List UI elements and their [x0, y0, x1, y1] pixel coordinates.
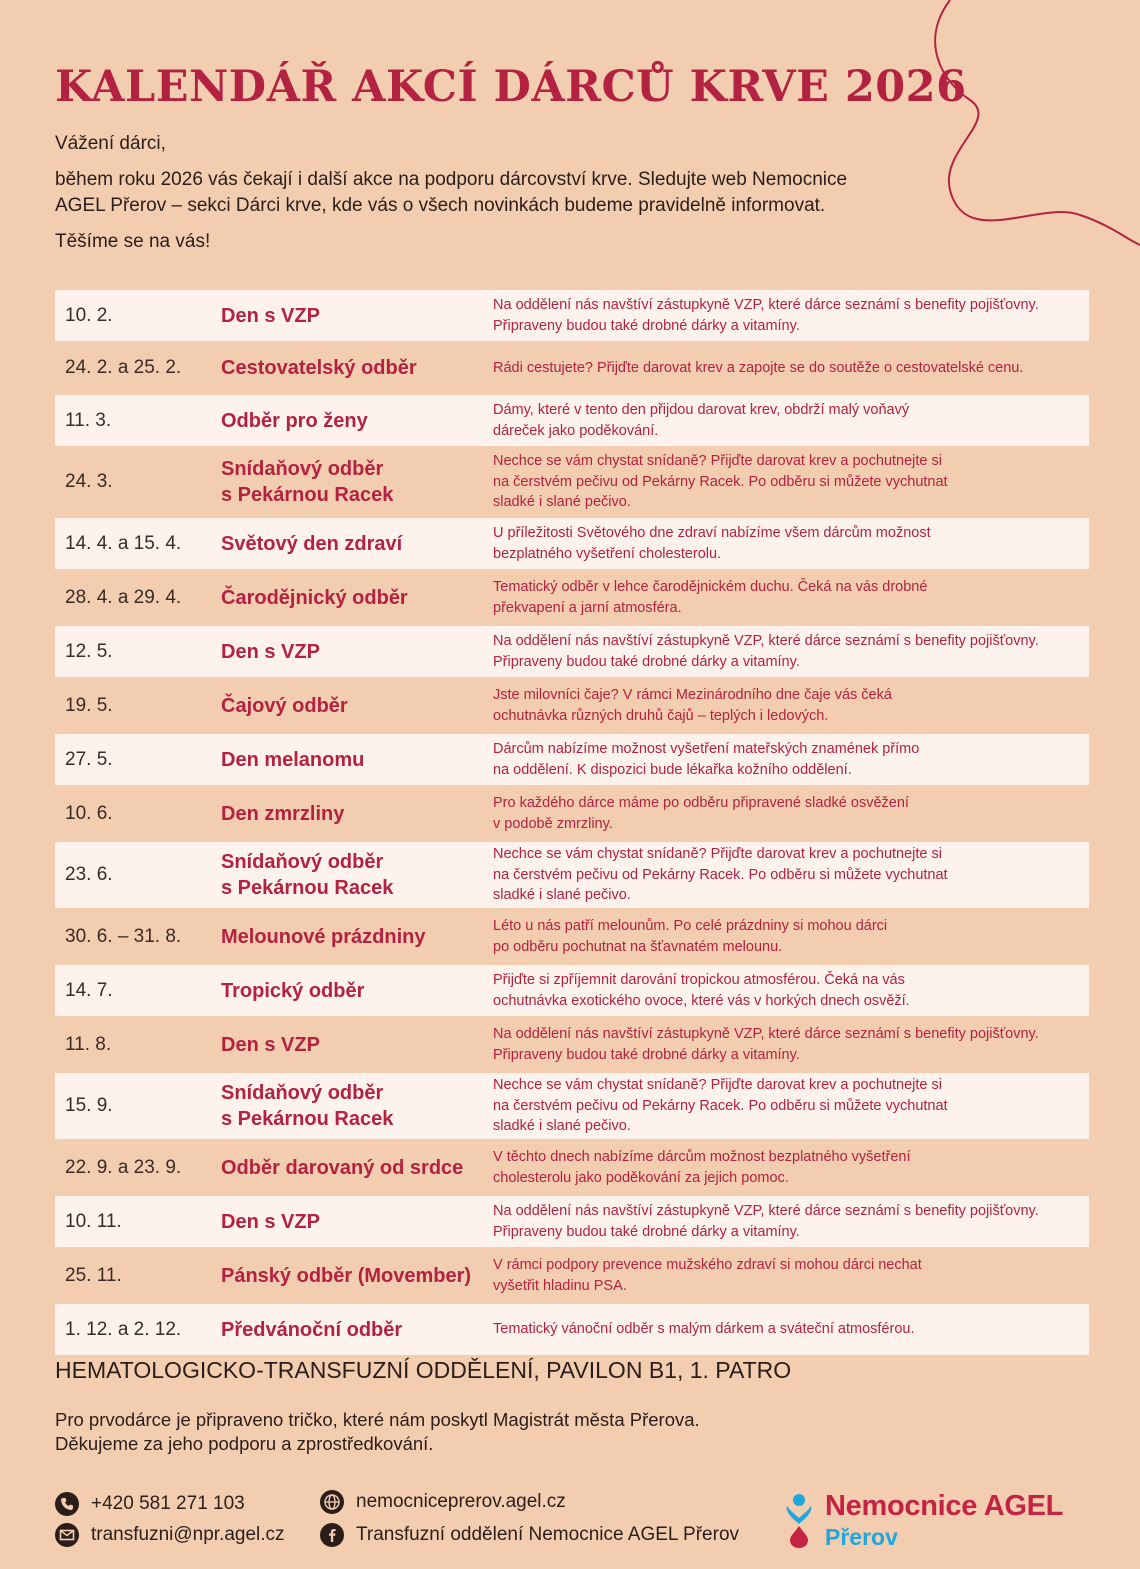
event-date: 22. 9. a 23. 9. [65, 1156, 182, 1178]
event-date: 27. 5. [65, 748, 113, 770]
event-description: Na oddělení nás navštíví zástupkyně VZP, které dárce seznámí s benefity pojišťovny. Připraveny budou také drobné dárky a vitamíny. [493, 297, 1039, 334]
phone-number[interactable]: +420 581 271 103 [91, 1493, 245, 1514]
intro-text [55, 131, 935, 265]
event-description: Nechce se vám chystat snídaně? Přijďte darovat krev a pochutnejte si na čerstvém pečivu od Pekárny Racek. Po odběru si můžete vychutnat sladké i slané pečivo. [493, 846, 948, 904]
note-line-1: Pro prvodárce je připraveno tričko, které nám poskytl Magistrát města Přerova. [55, 1409, 700, 1430]
event-date: 24. 2. a 25. 2. [65, 357, 182, 378]
phone-contact [55, 1492, 245, 1516]
event-description: Léto u nás patří melounům. Po celé prázdniny si mohou dárci po odběru pochutnat na šťavnatém melounu. [493, 918, 888, 955]
event-row [55, 1019, 1089, 1070]
event-description: Přijďte si zpříjemnit darování tropickou atmosférou. Čeká na vás ochutnávka exotického ovoce, které vás v horkých dnech osvěží. [493, 972, 910, 1009]
event-date: 10. 2. [65, 304, 113, 326]
event-date: 12. 5. [65, 640, 113, 662]
event-row [55, 680, 1089, 731]
event-date: 1. 12. a 2. 12. [65, 1318, 182, 1340]
website-contact [320, 1490, 566, 1514]
event-row [55, 344, 1089, 392]
email-contact [55, 1523, 285, 1547]
facebook-contact [320, 1523, 739, 1547]
globe-icon [320, 1490, 344, 1514]
event-date: 11. 3. [65, 409, 112, 431]
event-row [55, 1142, 1089, 1193]
event-name: Předvánoční odběr [221, 1318, 403, 1341]
event-name: Pánský odběr (Movember) [221, 1264, 472, 1287]
event-date: 15. 9. [65, 1095, 113, 1116]
event-description: Rádi cestujete? Přijďte darovat krev a zapojte se do soutěže o cestovatelské cenu. [493, 359, 1024, 376]
event-description: Nechce se vám chystat snídaně? Přijďte darovat krev a pochutnejte si na čerstvém pečivu od Pekárny Racek. Po odběru si můžete vychutnat sladké i slané pečivo. [493, 1077, 948, 1135]
event-name: Melounové prázdniny [221, 925, 426, 948]
logo-city: Přerov [825, 1524, 898, 1550]
event-name: Cestovatelský odběr [221, 357, 417, 379]
event-description: Tematický vánoční odběr s malým dárkem a sváteční atmosférou. [493, 1321, 915, 1338]
event-row [55, 290, 1089, 341]
event-row [55, 1073, 1089, 1139]
event-name: Světový den zdraví [221, 532, 403, 555]
facebook-icon [320, 1523, 344, 1547]
event-description: Nechce se vám chystat snídaně? Přijďte darovat krev a pochutnejte si na čerstvém pečivu od Pekárny Racek. Po odběru si můžete vychutnat sladké i slané pečivo. [493, 453, 948, 511]
phone-icon [55, 1492, 79, 1516]
event-date: 30. 6. – 31. 8. [65, 925, 182, 947]
event-date: 14. 4. a 15. 4. [65, 532, 182, 554]
event-row [55, 734, 1089, 785]
event-name: Čarodějnický odběr [221, 586, 408, 609]
event-date: 14. 7. [65, 979, 113, 1001]
blood-drop-logo-icon [783, 1492, 815, 1548]
event-name: Snídaňový odběr s Pekárnou Racek [221, 851, 394, 899]
event-name: Den s VZP [221, 640, 320, 663]
note-line-2: Děkujeme za jeho podporu a zprostředkování. [55, 1433, 434, 1454]
event-date: 25. 11. [65, 1264, 122, 1286]
event-description: Jste milovníci čaje? V rámci Mezinárodního dne čaje vás čeká ochutnávka různých druhů čajů – teplých i ledových. [493, 687, 892, 724]
event-row [55, 965, 1089, 1016]
email-icon [55, 1523, 79, 1547]
events-table [55, 290, 1089, 1358]
event-date: 10. 6. [65, 802, 113, 824]
event-description: Dárcům nabízíme možnost vyšetření mateřských znamének přímo na oddělení. K dispozici bude lékařka kožního oddělení. [493, 741, 920, 778]
event-row [55, 449, 1089, 515]
greeting: Vážení dárci, [55, 133, 166, 154]
event-description: Na oddělení nás navštíví zástupkyně VZP, které dárce seznámí s benefity pojišťovny. Připraveny budou také drobné dárky a vitamíny. [493, 1026, 1039, 1063]
event-date: 24. 3. [65, 471, 113, 492]
logo-name: Nemocnice AGEL [825, 1490, 1064, 1522]
event-description: Na oddělení nás navštíví zástupkyně VZP, které dárce seznámí s benefity pojišťovny. Připraveny budou také drobné dárky a vitamíny. [493, 1203, 1039, 1240]
event-row [55, 626, 1089, 677]
closing: Těšíme se na vás! [55, 231, 211, 252]
event-name: Den s VZP [221, 304, 320, 327]
event-row [55, 1304, 1089, 1355]
event-row [55, 572, 1089, 623]
event-description: Pro každého dárce máme po odběru připravené sladké osvěžení v podobě zmrzliny. [493, 795, 909, 832]
event-date: 28. 4. a 29. 4. [65, 586, 182, 608]
event-name: Snídaňový odběr s Pekárnou Racek [221, 1082, 394, 1130]
decorative-wave [930, 0, 1140, 260]
event-date: 23. 6. [65, 864, 113, 885]
facebook-link[interactable]: Transfuzní oddělení Nemocnice AGEL Přerov [356, 1524, 740, 1545]
event-name: Snídaňový odběr s Pekárnou Racek [221, 458, 394, 506]
event-description: Tematický odběr v lehce čarodějnickém duchu. Čeká na vás drobné překvapení a jarní atmosféra. [493, 579, 928, 616]
event-date: 19. 5. [65, 694, 113, 716]
event-name: Čajový odběr [221, 694, 348, 717]
department-heading: HEMATOLOGICKO-TRANSFUZNÍ ODDĚLENÍ, PAVILON B1, 1. PATRO [55, 1357, 792, 1383]
event-row [55, 1250, 1089, 1301]
event-date: 10. 11. [65, 1210, 122, 1232]
event-row [55, 395, 1089, 446]
intro-body [55, 167, 935, 219]
event-name: Den zmrzliny [221, 802, 345, 825]
intro-line-1: během roku 2026 vás čekají i další akce na podporu dárcovství krve. Sledujte web Nemocnice [55, 169, 848, 190]
page-title: KALENDÁŘ AKCÍ DÁRCŮ KRVE 2026 [55, 62, 967, 112]
event-date: 11. 8. [65, 1033, 112, 1055]
event-row [55, 911, 1089, 962]
event-description: U příležitosti Světového dne zdraví nabízíme všem dárcům možnost bezplatného vyšetření cholesterolu. [493, 525, 931, 562]
event-name: Odběr pro ženy [221, 409, 368, 432]
email-address[interactable]: transfuzni@npr.agel.cz [91, 1524, 285, 1545]
event-row [55, 842, 1089, 908]
event-description: Dámy, které v tento den přijdou darovat krev, obdrží malý voňavý dáreček jako poděkování. [493, 402, 910, 439]
event-name: Den melanomu [221, 748, 365, 771]
sponsor-note [55, 1408, 700, 1456]
hospital-logo [783, 1490, 1093, 1552]
website-link[interactable]: nemocniceprerov.agel.cz [356, 1491, 566, 1512]
event-row [55, 788, 1089, 839]
event-description: V rámci podpory prevence mužského zdraví si mohou dárci nechat vyšetřit hladinu PSA. [493, 1257, 922, 1294]
event-description: V těchto dnech nabízíme dárcům možnost bezplatného vyšetření cholesterolu jako poděkování za jejich pomoc. [493, 1149, 911, 1186]
intro-line-2: AGEL Přerov – sekci Dárci krve, kde vás o všech novinkách budeme pravidelně informovat. [55, 195, 826, 216]
event-name: Odběr darovaný od srdce [221, 1156, 464, 1179]
event-row [55, 518, 1089, 569]
event-name: Den s VZP [221, 1033, 320, 1056]
event-name: Den s VZP [221, 1210, 320, 1233]
event-row [55, 1196, 1089, 1247]
event-description: Na oddělení nás navštíví zástupkyně VZP, které dárce seznámí s benefity pojišťovny. Připraveny budou také drobné dárky a vitamíny. [493, 633, 1039, 670]
event-name: Tropický odběr [221, 979, 365, 1002]
